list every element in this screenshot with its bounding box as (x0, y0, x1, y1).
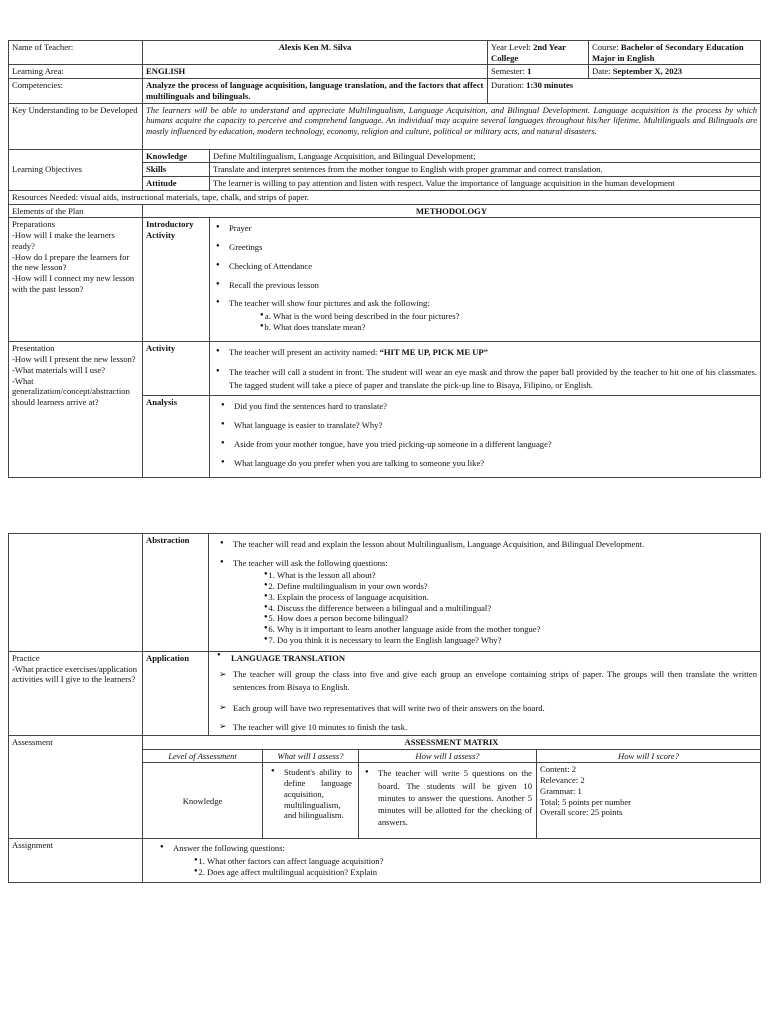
list-item: ● Prayer (229, 223, 757, 234)
lesson-plan-table-page1 (8, 40, 761, 478)
key-understanding-text: The learners will be able to understand and appreciate Multilingualism, Language Acquisition, and Bilingual Development. Language acquisition is the process by which humans acquire the capacity to perceive and comprehend language. An individual may acquire several languages throughout his/her lifetime. Multilinguals and Bilinguals are mostly influenced by education, modern technology, economy, religion and culture, political or military acts, and natural disasters. (143, 103, 761, 149)
score-line: Content: 2 (540, 764, 577, 775)
objective-name: Skills (143, 163, 210, 177)
assessment-matrix-title: ASSESSMENT MATRIX (143, 736, 761, 750)
course: Course: Bachelor of Secondary Education Major in English (589, 41, 761, 65)
sub-list-item: ● 5. How does a person become bilingual? (277, 613, 757, 624)
key-understanding-label: Key Understanding to be Developed (9, 103, 143, 149)
application-heading: ● LANGUAGE TRANSLATION (217, 652, 346, 663)
year-level: Year Level: 2nd Year College (488, 41, 589, 65)
activity-label: Activity (143, 342, 210, 396)
competencies-label: Competencies: (9, 79, 143, 103)
assignment-content (143, 839, 761, 883)
list-item: ● What language is easier to translate? Why? (234, 420, 757, 431)
assessment-how: ● The teacher will write 5 questions on the board. The students will be given 10 minutes to answer the questions. Another 5 minutes will be allotted for the checking of answers. (359, 763, 537, 839)
matrix-column-header: What will I assess? (263, 749, 359, 763)
objective-name: Knowledge (143, 149, 210, 163)
list-item: ● The teacher will ask the following questions: ● 1. What is the lesson all about? ● 2. Define multilingualism in your own words? ● 3. Explain the process of language acquisition. ● 4. Discuss the difference between a bilingual and a multilingual? ● 5. How does a person become bilingual? ● 6. Why is it important to learn another language aside from the mother tongue? ● 7. Do you think it is necessary to learn the English language? Why? (233, 558, 757, 646)
practice-label: Practice -What practice exercises/application activities will I give to the learners? (9, 652, 143, 736)
analysis-content (210, 396, 761, 478)
objective-text: The learner is willing to pay attention and listen with respect. Value the importance of language acquisition in the human development (210, 177, 761, 191)
introductory-activity-content (210, 218, 761, 342)
abstraction-empty-cell (9, 534, 143, 652)
resources: Resources Needed: visual aids, instructional materials, tape, chalk, and strips of paper. (9, 190, 761, 204)
matrix-column-header: How will I assess? (359, 749, 537, 763)
list-item: ● Did you find the sentences hard to translate? (234, 401, 757, 412)
score-line: Grammar: 1 (540, 785, 582, 796)
duration: Duration: 1:30 minutes (488, 79, 761, 103)
area-label: Learning Area: (9, 65, 143, 79)
sub-list-item: ● 3. Explain the process of language acquisition. (277, 592, 757, 603)
teacher-name: Alexis Ken M. Silva (143, 41, 488, 65)
sub-list-item: ● 2. Does age affect multilingual acquisition? Explain (207, 867, 757, 878)
sub-list-item: ● a. What is the word being described in the four pictures? (273, 311, 757, 322)
objectives-label: Learning Objectives (9, 149, 143, 190)
objective-text: Define Multilingualism, Language Acquisition, and Bilingual Development; (210, 149, 761, 163)
lesson-plan-table-page2 (8, 533, 761, 883)
list-item: ● Recall the previous lesson (229, 280, 757, 291)
assessment-score (537, 763, 761, 839)
list-item: ➢ The teacher will give 10 minutes to finish the task. (233, 722, 757, 733)
application-content (209, 652, 761, 736)
sub-list-item: ● b. What does translate mean? (273, 322, 757, 333)
list-item: ● The teacher will read and explain the lesson about Multilingualism, Language Acquisition, and Bilingual Development. (233, 539, 757, 550)
matrix-column-header: Level of Assessment (143, 749, 263, 763)
list-item: ➢ Each group will have two representatives that will write two of their answers on the board. (233, 703, 757, 714)
date: Date: September X, 2023 (589, 65, 761, 79)
objective-text: Translate and interpret sentences from the mother tongue to English with proper grammar and correct translation. (210, 163, 761, 177)
competencies-value: Analyze the process of language acquisition, language translation, and the factors that affect multilinguals and bilinguals. (143, 79, 488, 103)
objective-name: Attitude (143, 177, 210, 191)
assessment-level: Knowledge (143, 763, 263, 839)
semester: Semester: 1 (488, 65, 589, 79)
introductory-activity-label: Introductory Activity (143, 218, 210, 342)
activity-content (210, 342, 761, 396)
methodology-label: METHODOLOGY (143, 204, 761, 218)
sub-list-item: ● 1. What is the lesson all about? (277, 570, 757, 581)
list-item: ● Aside from your mother tongue, have you tried picking-up someone in a different language? (234, 439, 757, 450)
presentation-label: Presentation -How will I present the new lesson? -What materials will I use? -What generalization/concept/abstraction should learners arrive at? (9, 342, 143, 478)
list-item: ● The teacher will call a student in front. The student will wear an eye mask and throw the paper ball provided by the teacher to hit one of his classmates. The tagged student will take a piece of paper and translate the pick-up line to Bisaya, Filipino, or English. (229, 366, 757, 392)
area-value: ENGLISH (143, 65, 488, 79)
list-item: ● Checking of Attendance (229, 261, 757, 272)
assignment-label: Assignment (9, 839, 143, 883)
teacher-label: Name of Teacher: (9, 41, 143, 65)
list-item: ● The teacher will show four pictures and ask the following: ● a. What is the word being described in the four pictures? ● b. What does translate mean? (229, 298, 757, 332)
assignment-instruction: Answer the following questions: (173, 843, 285, 854)
sub-list-item: ● 1. What other factors can affect language acquisition? (207, 856, 757, 867)
list-item: ➢ The teacher will group the class into five and give each group an envelope containing strips of paper. The groups will then translate the written sentences from Bisaya to English. (233, 668, 757, 696)
preparations-label: Preparations -How will I make the learners ready? -How do I prepare the learners for the new lesson? -How will I connect my new lesson with the past lesson? (9, 218, 143, 342)
assessment-what: ● Student's ability to define language acquisition, multilingualism, and bilingualism. (263, 763, 359, 839)
score-line: Relevance: 2 (540, 775, 585, 786)
sub-list-item: ● 6. Why is it important to learn another language aside from the mother tongue? (277, 624, 757, 635)
matrix-column-header: How will I score? (537, 749, 761, 763)
application-label: Application (143, 652, 209, 736)
sub-list-item: ● 7. Do you think it is necessary to learn the English language? Why? (277, 635, 757, 646)
sub-list-item: ● 2. Define multilingualism in your own words? (277, 581, 757, 592)
list-item: ● The teacher will present an activity named: “HIT ME UP, PICK ME UP” (229, 347, 757, 358)
abstraction-label: Abstraction (143, 534, 209, 652)
analysis-label: Analysis (143, 396, 210, 478)
score-line: Total: 5 points per number (540, 796, 632, 807)
score-line: Overall score: 25 points (540, 807, 623, 818)
list-item: ● Greetings (229, 242, 757, 253)
elements-label: Elements of the Plan (9, 204, 143, 218)
assessment-label: Assessment (9, 736, 143, 839)
sub-list-item: ● 4. Discuss the difference between a bilingual and a multilingual? (277, 603, 757, 614)
abstraction-content (209, 534, 761, 652)
list-item: ● What language do you prefer when you are talking to someone you like? (234, 458, 757, 469)
